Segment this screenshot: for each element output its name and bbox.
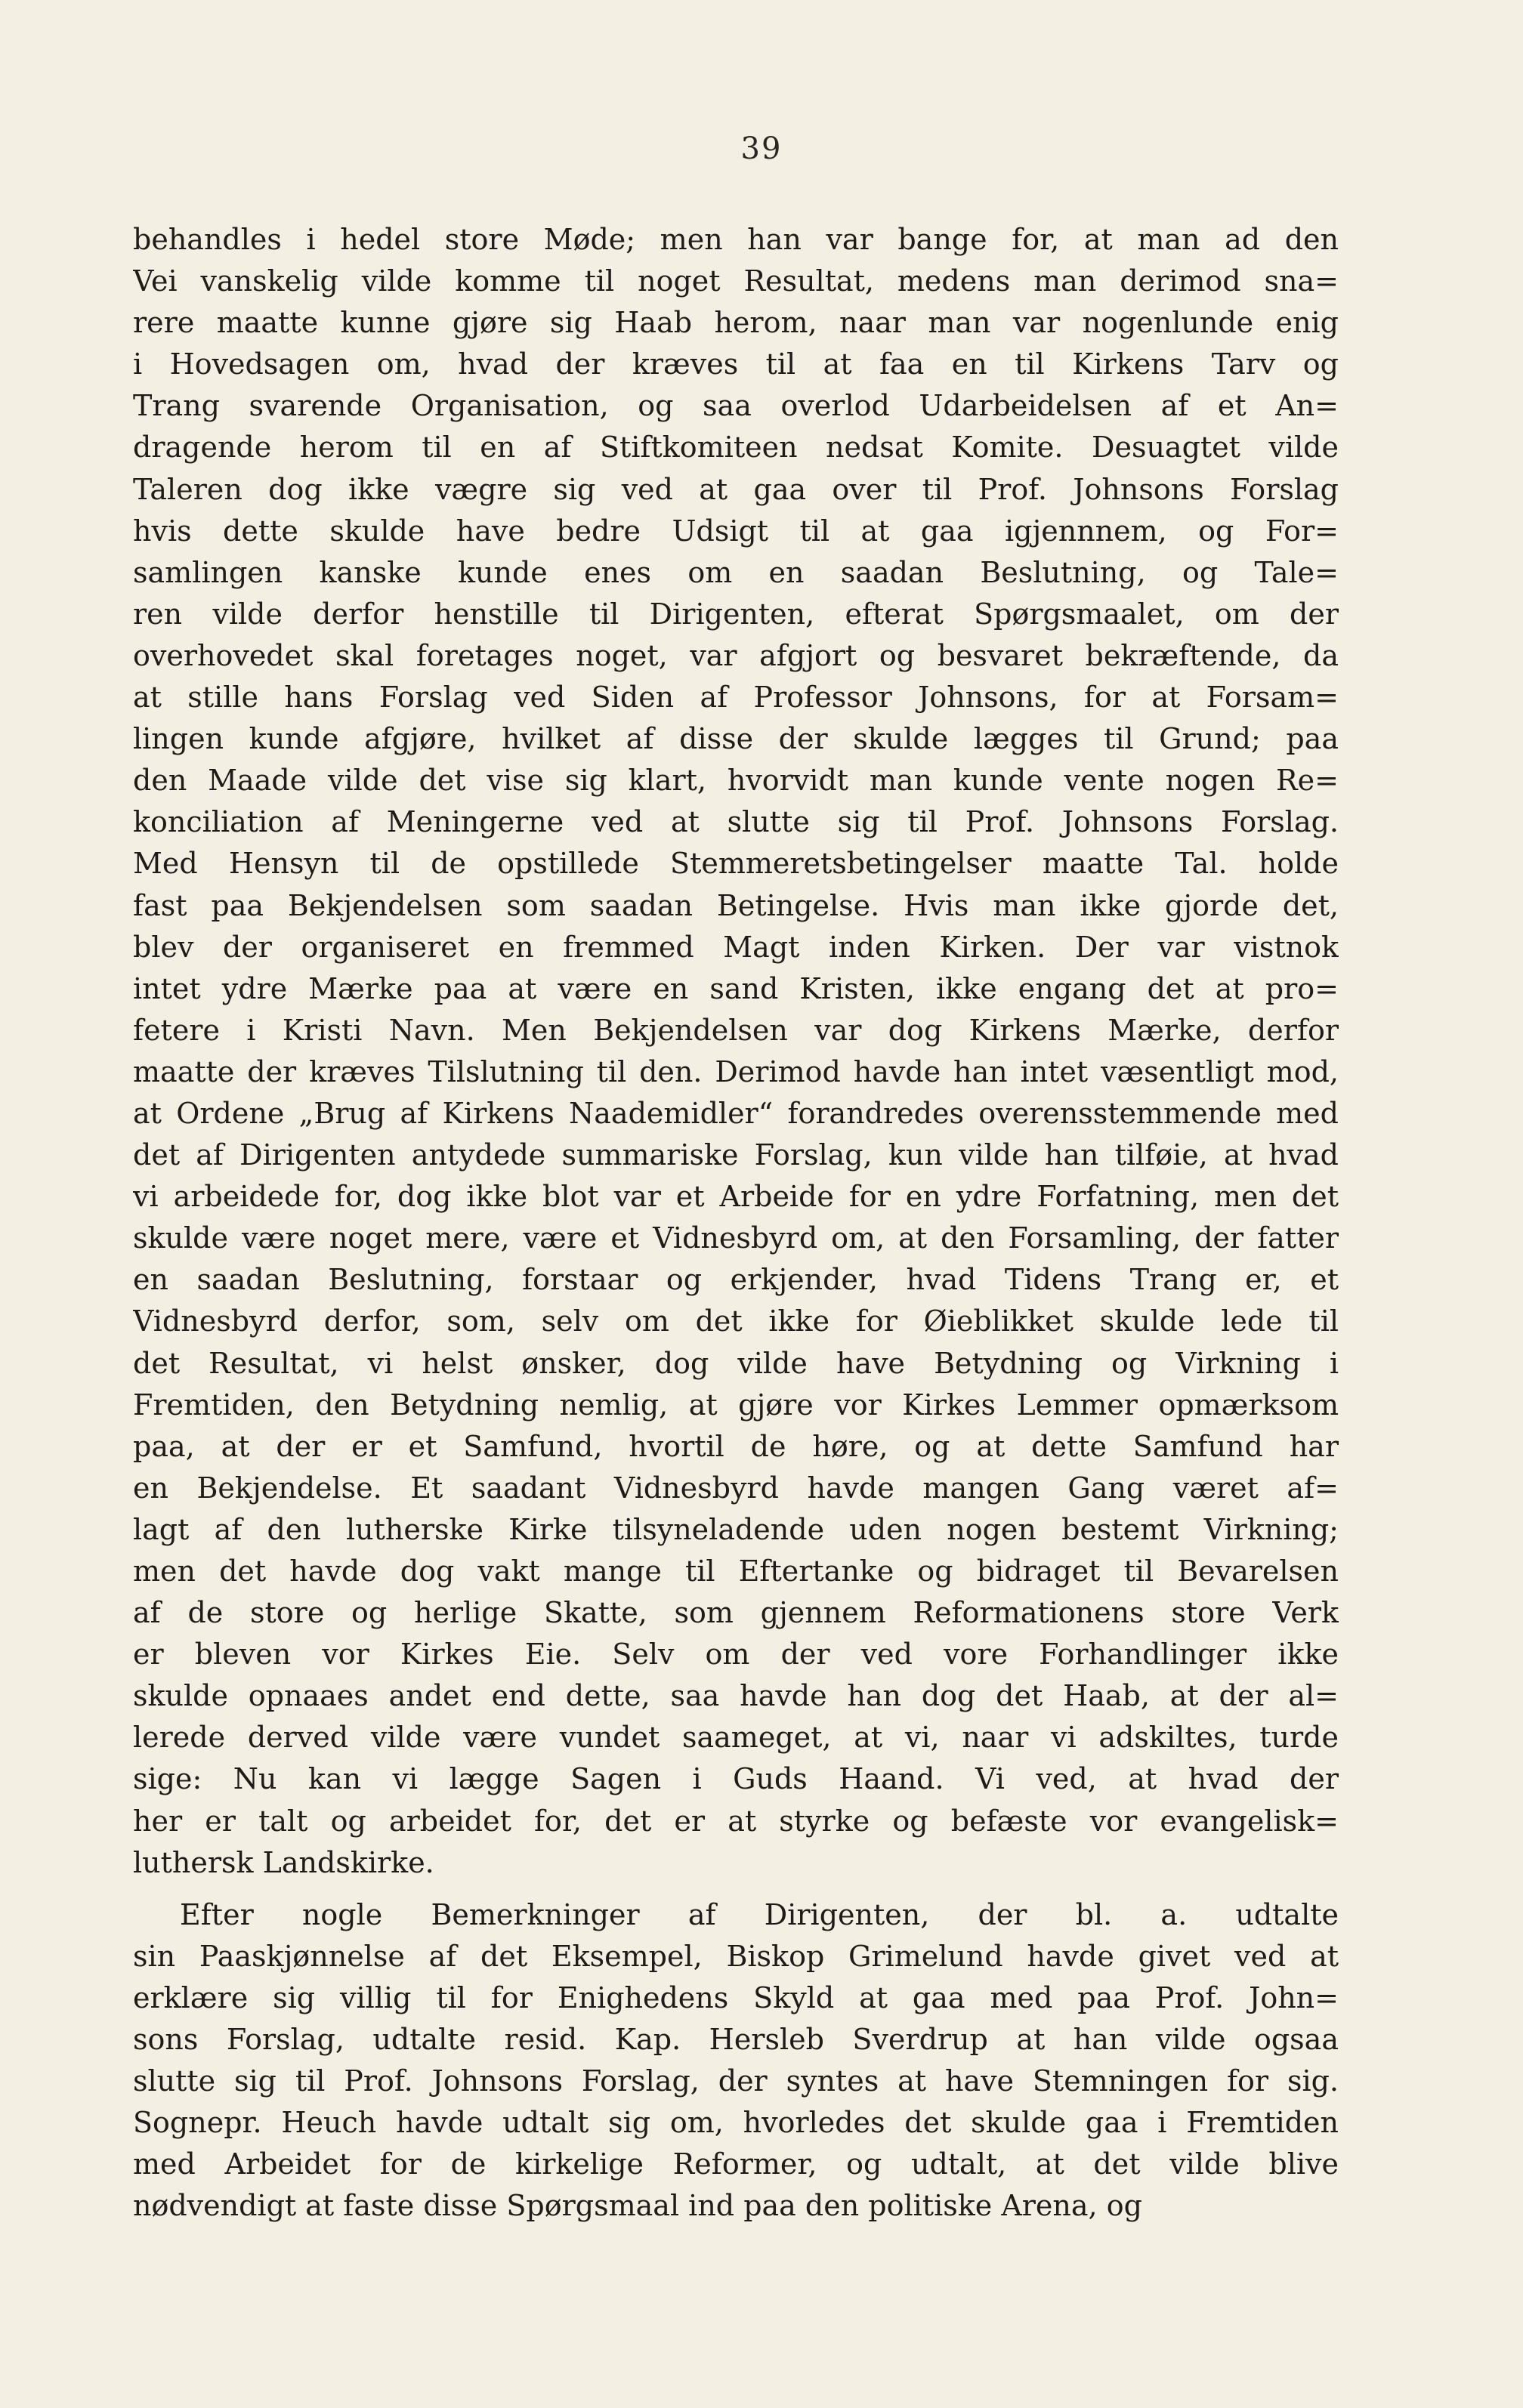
- text-line: Sognepr. Heuch havde udtalt sig om, hvorledes det skulde gaa i Fremtiden: [133, 2106, 1339, 2140]
- text-line: slutte sig til Prof. Johnsons Forslag, der syntes at have Stemningen for sig.: [133, 2064, 1339, 2098]
- text-line: men det havde dog vakt mange til Eftertanke og bidraget til Bevarelsen: [133, 1554, 1339, 1588]
- text-line: blev der organiseret en fremmed Magt inden Kirken. Der var vistnok: [133, 930, 1339, 964]
- text-line: lagt af den lutherske Kirke tilsyneladende uden nogen bestemt Virkning;: [133, 1512, 1339, 1546]
- text-line: rere maatte kunne gjøre sig Haab herom, naar man var nogenlunde enig: [133, 306, 1339, 340]
- text-line: konciliation af Meningerne ved at slutte sig til Prof. Johnsons Forslag.: [133, 805, 1339, 839]
- paragraph-2: [133, 1894, 1339, 2227]
- text-line: ren vilde derfor henstille til Dirigenten, efterat Spørgsmaalet, om der: [133, 597, 1339, 631]
- text-line: fetere i Kristi Navn. Men Bekjendelsen var dog Kirkens Mærke, derfor: [133, 1013, 1339, 1047]
- text-line: skulde være noget mere, være et Vidnesbyrd om, at den Forsamling, der fatter: [133, 1221, 1339, 1255]
- text-line: behandles i hedel store Møde; men han var bange for, at man ad den: [133, 223, 1339, 256]
- text-line: Fremtiden, den Betydning nemlig, at gjøre vor Kirkes Lemmer opmærksom: [133, 1388, 1339, 1422]
- text-line: det Resultat, vi helst ønsker, dog vilde have Betydning og Virkning i: [133, 1346, 1339, 1380]
- text-line: hvis dette skulde have bedre Udsigt til at gaa igjennnem, og For=: [133, 514, 1339, 548]
- text-line: at stille hans Forslag ved Siden af Professor Johnsons, for at Forsam=: [133, 681, 1339, 715]
- text-line: sin Paaskjønnelse af det Eksempel, Biskop Grimelund havde givet ved at: [133, 1939, 1339, 1973]
- text-line: maatte der kræves Tilslutning til den. Derimod havde han intet væsentligt mod,: [133, 1054, 1339, 1088]
- text-line: dragende herom til en af Stiftkomiteen nedsat Komite. Desuagtet vilde: [133, 431, 1339, 465]
- text-line: den Maade vilde det vise sig klart, hvorvidt man kunde vente nogen Re=: [133, 764, 1339, 798]
- text-line: erklære sig villig til for Enighedens Skyld at gaa med paa Prof. John=: [133, 1980, 1339, 2014]
- text-line: fast paa Bekjendelsen som saadan Betingelse. Hvis man ikke gjorde det,: [133, 888, 1339, 922]
- text-line: en saadan Beslutning, forstaar og erkjender, hvad Tidens Trang er, et: [133, 1263, 1339, 1297]
- text-line: at Ordene „Brug af Kirkens Naademidler“ forandredes overensstemmende med: [133, 1096, 1339, 1130]
- text-line: er bleven vor Kirkes Eie. Selv om der ved vore Forhandlinger ikke: [133, 1638, 1339, 1672]
- text-line: vi arbeidede for, dog ikke blot var et Arbeide for en ydre Forfatning, men det: [133, 1180, 1339, 1214]
- text-line: her er talt og arbeidet for, det er at styrke og befæste vor evangelisk=: [133, 1804, 1339, 1838]
- text-line: Efter nogle Bemerkninger af Dirigenten, der bl. a. udtalte: [180, 1897, 1339, 1931]
- text-line: luthersk Landskirke.: [133, 1845, 434, 1879]
- text-line: lingen kunde afgjøre, hvilket af disse der skulde lægges til Grund; paa: [133, 722, 1339, 756]
- text-line: en Bekjendelse. Et saadant Vidnesbyrd havde mangen Gang været af=: [133, 1471, 1339, 1505]
- text-line: Vidnesbyrd derfor, som, selv om det ikke for Øieblikket skulde lede til: [133, 1304, 1339, 1338]
- body-text: [133, 219, 1339, 2227]
- text-line: overhovedet skal foretages noget, var afgjort og besvaret bekræftende, da: [133, 638, 1339, 672]
- text-line: skulde opnaaes andet end dette, saa havde han dog det Haab, at der al=: [133, 1679, 1339, 1713]
- paragraph-gap: [133, 1884, 1339, 1894]
- text-line: af de store og herlige Skatte, som gjennem Reformationens store Verk: [133, 1596, 1339, 1630]
- page-number: 39: [740, 131, 783, 166]
- text-line: nødvendigt at faste disse Spørgsmaal ind paa den politiske Arena, og: [133, 2189, 1142, 2223]
- text-line: intet ydre Mærke paa at være en sand Kristen, ikke engang det at pro=: [133, 971, 1339, 1005]
- text-line: sige: Nu kan vi lægge Sagen i Guds Haand. Vi ved, at hvad der: [133, 1762, 1339, 1796]
- text-line: med Arbeidet for de kirkelige Reformer, og udtalt, at det vilde blive: [133, 2147, 1339, 2181]
- paragraph-1: [133, 219, 1339, 1884]
- text-line: paa, at der er et Samfund, hvortil de høre, og at dette Samfund har: [133, 1429, 1339, 1463]
- text-line: Taleren dog ikke vægre sig ved at gaa over til Prof. Johnsons Forslag: [133, 472, 1339, 506]
- text-line: Vei vanskelig vilde komme til noget Resultat, medens man derimod sna=: [133, 264, 1339, 298]
- text-line: sons Forslag, udtalte resid. Kap. Hersleb Sverdrup at han vilde ogsaa: [133, 2023, 1339, 2057]
- text-line: samlingen kanske kunde enes om en saadan Beslutning, og Tale=: [133, 555, 1339, 589]
- text-line: det af Dirigenten antydede summariske Forslag, kun vilde han tilføie, at hvad: [133, 1138, 1339, 1172]
- text-line: Med Hensyn til de opstillede Stemmeretsbetingelser maatte Tal. holde: [133, 847, 1339, 881]
- text-line: Trang svarende Organisation, og saa overlod Udarbeidelsen af et An=: [133, 389, 1339, 423]
- text-line: lerede derved vilde være vundet saameget, at vi, naar vi adskiltes, turde: [133, 1721, 1339, 1755]
- text-line: i Hovedsagen om, hvad der kræves til at faa en til Kirkens Tarv og: [133, 347, 1339, 381]
